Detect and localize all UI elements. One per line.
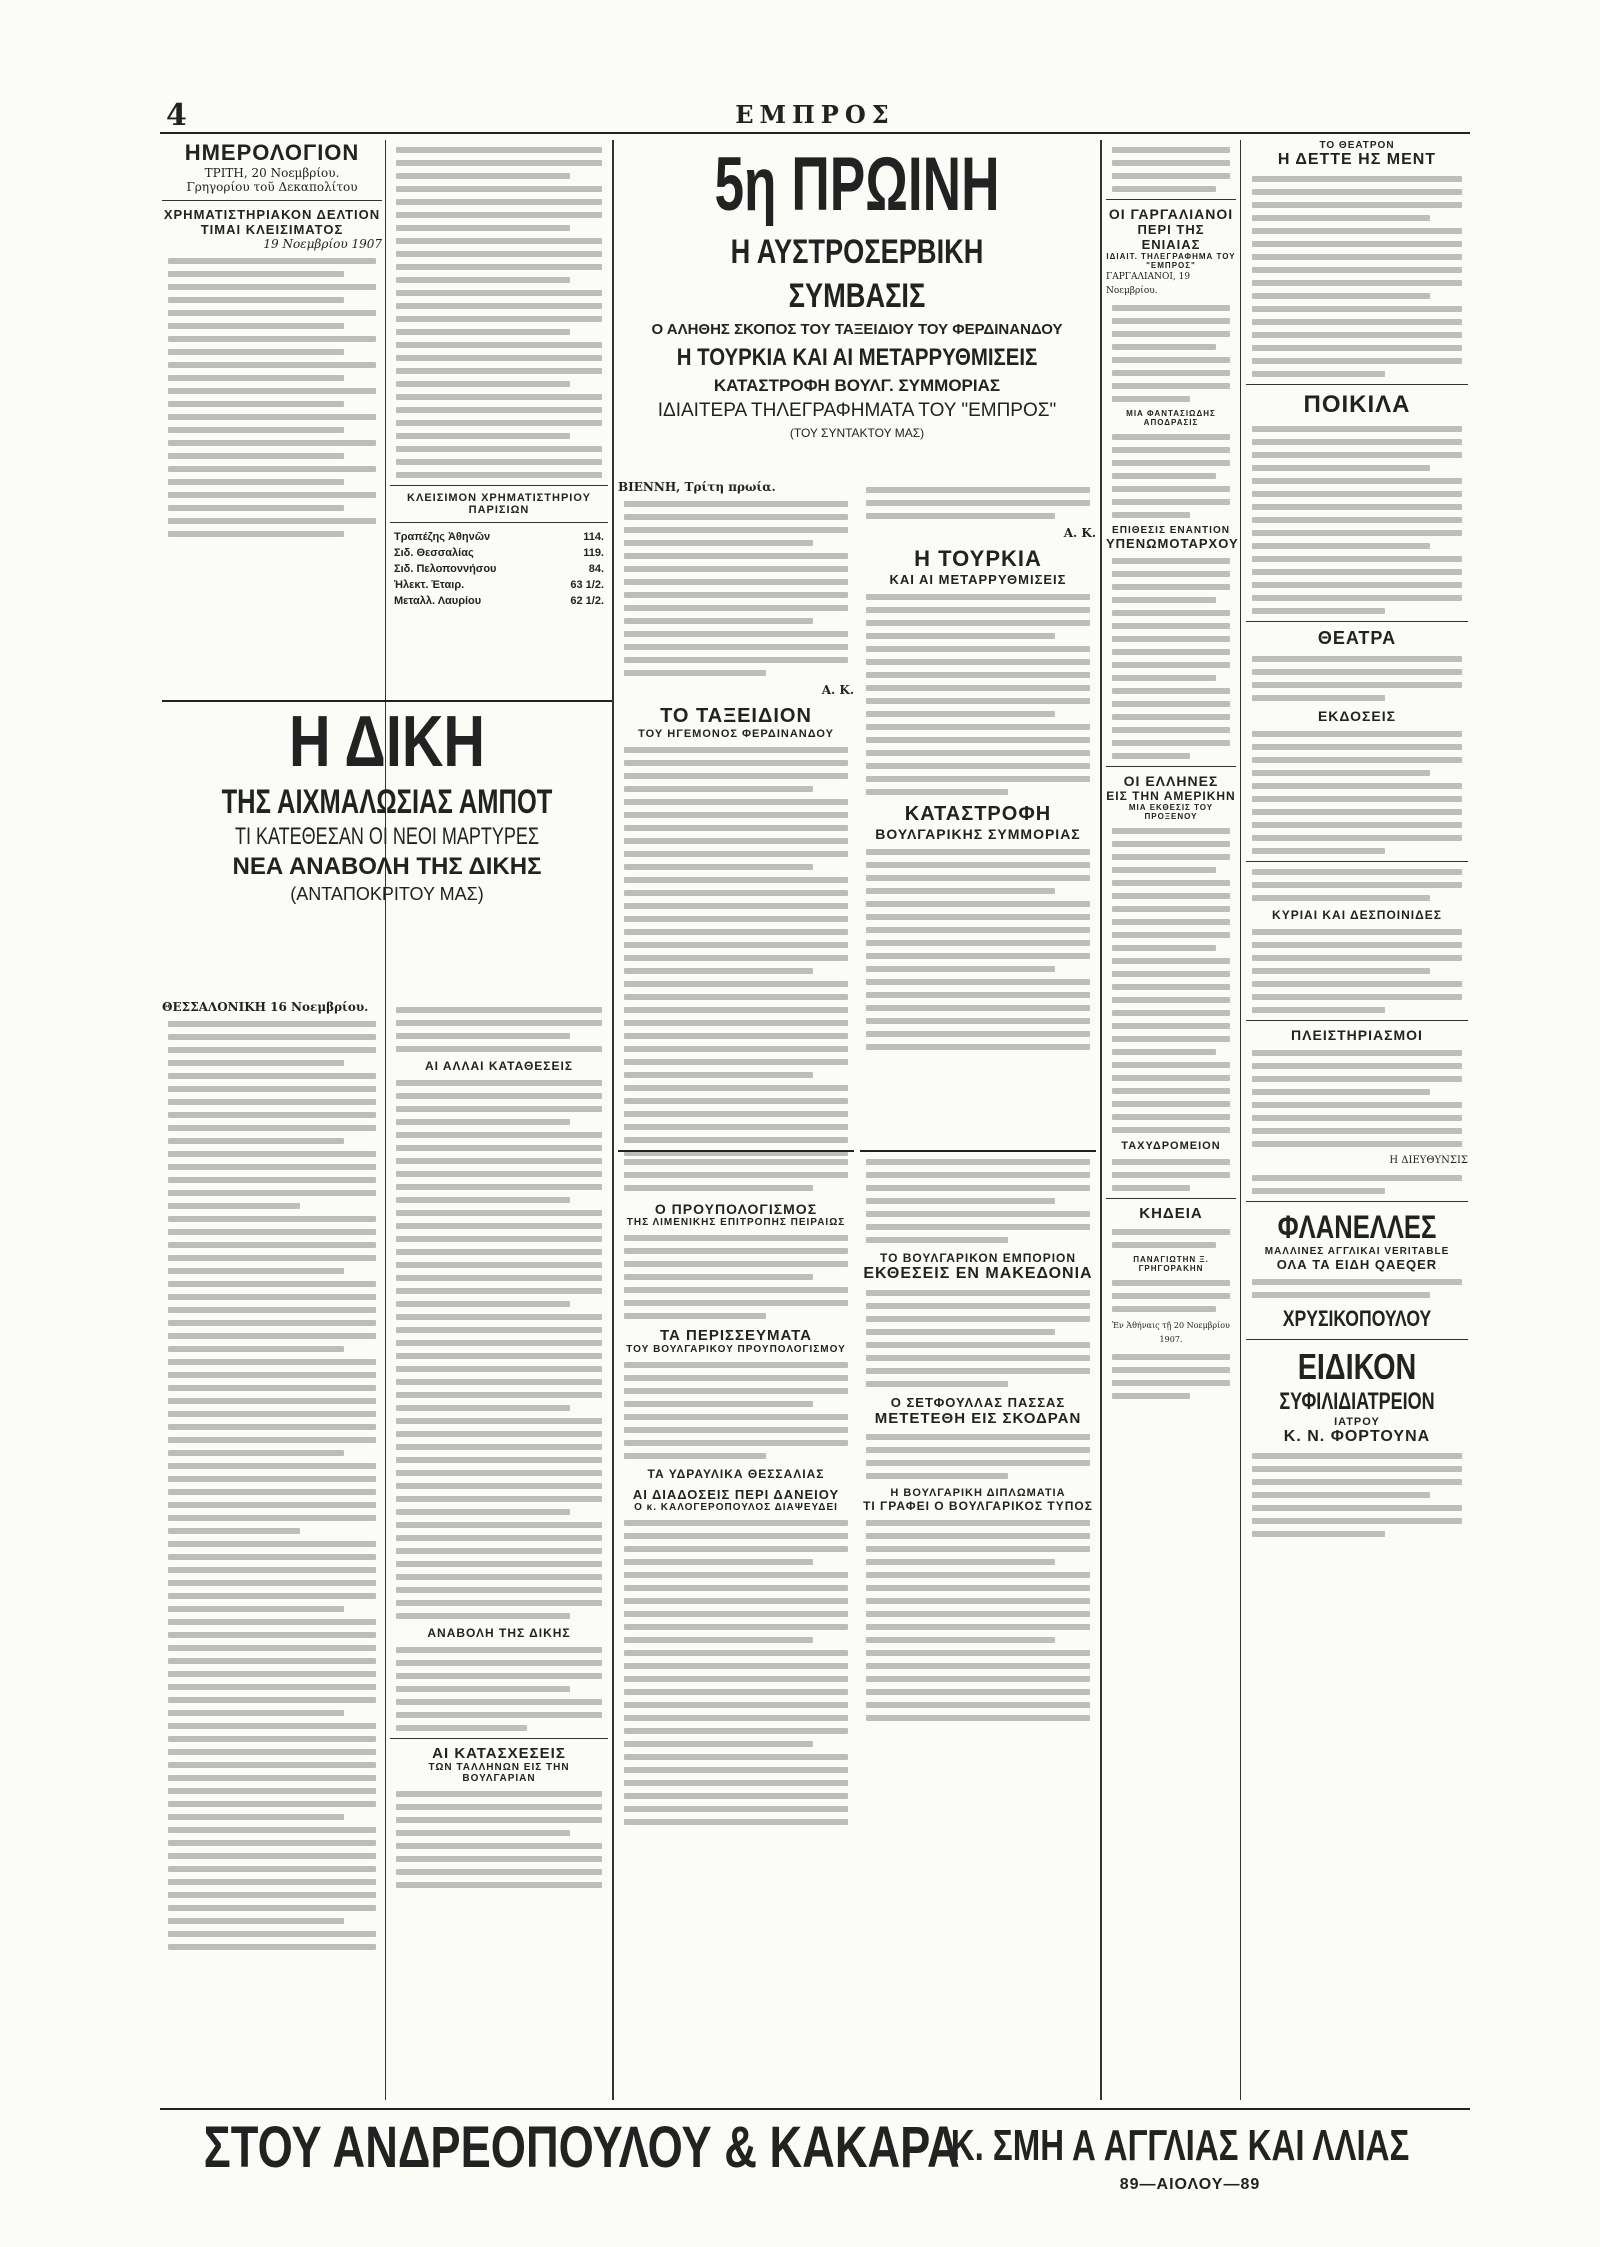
footer-ad-left: ΣΤΟΥ ΑΝΔΡΕΟΠΟΥΛΟΥ & ΚΑΚΑΡΑ bbox=[203, 2115, 960, 2180]
budget-subtitle: ΤΗΣ ΛΙΜΕΝΙΚΗΣ ΕΠΙΤΡΟΠΗΣ ΠΕΙΡΑΙΩΣ bbox=[626, 1217, 846, 1228]
attack-subtitle: ΥΠΕΝΩΜΟΤΑΡΧΟΥ bbox=[1106, 536, 1239, 551]
ad-clinic-subtitle: ΣΥΦΙΛΙΔΙΑΤΡΕΙΟΝ bbox=[1279, 1388, 1435, 1415]
time-headline: 5η ΠΡΩΙΝΗ bbox=[714, 142, 1000, 227]
calendar-line: Γρηγορίου τοῦ Δεκαπολίτου bbox=[186, 180, 358, 194]
column-1 bbox=[162, 140, 382, 544]
ladies-title: ΚΥΡΙΑΙ ΚΑΙ ΔΕΣΠΟΙΝΙΔΕΣ bbox=[1272, 908, 1442, 922]
theatre-header: ΤΟ ΘΕΑΤΡΟΝ bbox=[1319, 140, 1395, 151]
rumors-title: ΑΙ ΔΙΑΔΟΣΕΙΣ ΠΕΡΙ ΔΑΝΕΙΟΥ bbox=[632, 1487, 840, 1502]
market-row bbox=[390, 561, 608, 577]
market-row bbox=[390, 545, 608, 561]
market-row-name: Σιδ. Πελοποννήσου bbox=[394, 563, 497, 575]
market-row bbox=[390, 593, 608, 609]
diplomacy-title: Η ΒΟΥΛΓΑΡΙΚΗ ΔΙΠΛΩΜΑΤΙΑ bbox=[890, 1487, 1066, 1499]
greeks-title: ΟΙ ΕΛΛΗΝΕΣ bbox=[1123, 773, 1219, 789]
surplus-subtitle: ΤΟΥ ΒΟΥΛΓΑΡΙΚΟΥ ΠΡΟΥΠΟΛΟΓΙΣΜΟΥ bbox=[626, 1344, 846, 1355]
ghost-title: ΜΙΑ ΦΑΝΤΑΣΙΩΔΗΣ ΑΠΟΔΡΑΣΙΣ bbox=[1126, 409, 1216, 427]
column-2-lower bbox=[390, 1000, 608, 1895]
page-number: 4 bbox=[166, 98, 187, 133]
main-byline: (ΤΟΥ ΣΥΝΤΑΚΤΟΥ ΜΑΣ) bbox=[789, 426, 925, 440]
market-row-name: Ἠλεκτ. Ἑταιρ. bbox=[394, 579, 465, 591]
ad-flannels-title: ΦΛΑΝΕΛΛΕΣ bbox=[1277, 1209, 1437, 1245]
market-row-value: 114. bbox=[583, 531, 604, 543]
calendar-title: ΗΜΕΡΟΛΟΓΙΟΝ bbox=[184, 140, 360, 165]
market-title: ΚΛΕΙΣΙΜΟΝ ΧΡΗΜΑΤΙΣΤΗΡΙΟΥ ΠΑΡΙΣΙΩΝ bbox=[407, 492, 591, 516]
main-subtitle: Ο ΑΛΗΘΗΣ ΣΚΟΠΟΣ ΤΟΥ ΤΑΞΕΙΔΙΟΥ ΤΟΥ ΦΕΡΔΙΝΑΝΔΟΥ bbox=[651, 321, 1063, 338]
masthead bbox=[160, 96, 1470, 134]
signoff: Α. Κ. bbox=[1063, 526, 1096, 540]
surplus-title: ΤΑ ΠΕΡΙΣΣΕΥΜΑΤΑ bbox=[659, 1327, 813, 1344]
dateline: ΒΙΕΝΝΗ, Τρίτη πρωία. bbox=[618, 480, 776, 494]
market-row-value: 63 1/2. bbox=[570, 579, 604, 591]
attack-title: ΕΠΙΘΕΣΙΣ ΕΝΑΝΤΙΟΝ bbox=[1112, 525, 1230, 536]
diplomacy-subtitle: ΤΙ ΓΡΑΦΕΙ Ο ΒΟΥΛΓΑΡΙΚΟΣ ΤΥΠΟΣ bbox=[863, 1499, 1093, 1513]
trial-article bbox=[162, 700, 612, 906]
column-rule bbox=[1100, 140, 1102, 2100]
market-row-name: Σιδ. Θεσσαλίας bbox=[394, 547, 474, 559]
arrests-subtitle: ΤΩΝ ΤΑΛΛΗΝΩΝ ΕΙΣ ΤΗΝ ΒΟΥΛΓΑΡΙΑΝ bbox=[428, 1762, 570, 1784]
editions-title: ΕΚΔΟΣΕΙΣ bbox=[1317, 708, 1397, 724]
trial-subtitle: ΤΗΣ ΑΙΧΜΑΛΩΣΙΑΣ ΑΜΠΟΤ bbox=[221, 783, 553, 821]
budget-title: Ο ΠΡΟΥΠΟΛΟΓΙΣΜΟΣ bbox=[654, 1201, 818, 1217]
funeral-title: ΚΗΔΕΙΑ bbox=[1139, 1205, 1203, 1222]
misc-title: ΠΟΙΚΙΛΑ bbox=[1303, 391, 1411, 418]
funeral-date: Ἐν Ἀθήναις τῇ 20 Νοεμβρίου 1907. bbox=[1112, 1321, 1230, 1344]
theatres-title: ΘΕΑΤΡΑ bbox=[1317, 628, 1397, 648]
travel-title: ΤΟ ΤΑΞΕΙΔΙΟΝ bbox=[660, 705, 812, 727]
stock-subtitle: ΤΙΜΑΙ ΚΛΕΙΣΙΜΑΤΟΣ bbox=[200, 222, 344, 237]
ad-flannels-subtitle: ΜΑΛΛΙΝΕΣ ΑΓΓΛΙΚΑΙ VERITABLE bbox=[1264, 1246, 1450, 1257]
center-column bbox=[618, 140, 1096, 442]
theatre-title: Η ΔΕΤΤΕ ΗΣ ΜΕΝΤ bbox=[1277, 151, 1437, 168]
trial-title: Η ΔΙΚΗ bbox=[288, 702, 486, 782]
calendar-line: ΤΡΙΤΗ, 20 Νοεμβρίου. bbox=[204, 166, 340, 180]
main-subtitle: ΚΑΤΑΣΤΡΟΦΗ ΒΟΥΛΓ. ΣΥΜΜΟΡΙΑΣ bbox=[713, 376, 1001, 395]
ad-clinic-subtitle-2: ΙΑΤΡΟΥ bbox=[1334, 1416, 1380, 1428]
pasha-title: Ο ΣΕΤΦΟΥΛΛΑΣ ΠΑΣΣΑΣ bbox=[890, 1395, 1066, 1410]
column-rule bbox=[385, 140, 386, 2100]
center-col-b bbox=[860, 480, 1096, 1057]
thessaly-title: ΤΑ ΥΔΡΑΥΛΙΚΑ ΘΕΣΣΑΛΙΑΣ bbox=[647, 1467, 825, 1481]
disaster-title: ΚΑΤΑΣΤΡΟΦΗ bbox=[904, 803, 1052, 825]
trial-body bbox=[162, 1000, 382, 1957]
market-row-name: Μεταλλ. Λαυρίου bbox=[394, 595, 482, 607]
paper-name: ΕΜΠΡΟΣ bbox=[735, 100, 895, 129]
center-lower-b bbox=[860, 1150, 1096, 1728]
turkey-subtitle: ΚΑΙ ΑΙ ΜΕΤΑΡΡΥΘΜΙΣΕΙΣ bbox=[889, 572, 1067, 587]
gargaliani-subtitle: ΠΕΡΙ ΤΗΣ ΕΝΙΑΙΑΣ bbox=[1137, 222, 1205, 252]
market-row-value: 119. bbox=[583, 547, 604, 559]
market-row bbox=[390, 577, 608, 593]
column-4 bbox=[1106, 140, 1239, 1406]
center-col-a bbox=[618, 480, 854, 1163]
turkey-title: Η ΤΟΥΡΚΙΑ bbox=[914, 546, 1042, 571]
gargaliani-subtitle-2: ΙΔΙΑΙΤ. ΤΗΛΕΓΡΑΦΗΜΑ ΤΟΥ "ΕΜΠΡΟΣ" bbox=[1106, 252, 1236, 270]
market-row-name: Τραπέζης Ἀθηνῶν bbox=[394, 531, 491, 543]
footer-ad-right: Κ. ΣΜΗ Α ΑΓΓΛΙΑΣ ΚΑΙ ΛΛΙΑΣ bbox=[950, 2121, 1410, 2170]
main-headline: Η ΑΥΣΤΡΟΣΕΡΒΙΚΗ ΣΥΜΒΑΣΙΣ bbox=[730, 233, 984, 315]
main-subtitle: Η ΤΟΥΡΚΙΑ ΚΑΙ ΑΙ ΜΕΤΑΡΡΥΘΜΙΣΕΙΣ bbox=[676, 344, 1038, 371]
trade-title: ΤΟ ΒΟΥΛΓΑΡΙΚΟΝ ΕΜΠΟΡΙΟΝ bbox=[879, 1251, 1077, 1265]
column-rule bbox=[612, 140, 614, 2100]
column-2 bbox=[390, 140, 608, 609]
disaster-subtitle: ΒΟΥΛΓΑΡΙΚΗΣ ΣΥΜΜΟΡΙΑΣ bbox=[875, 826, 1081, 842]
signoff: Α. Κ. bbox=[821, 683, 854, 697]
auction-signoff: Η ΔΙΕΥΘΥΝΣΙΣ bbox=[1389, 1155, 1468, 1166]
trial-subtitle: ΤΙ ΚΑΤΕΘΕΣΑΝ ΟΙ ΝΕΟΙ ΜΑΡΤΥΡΕΣ bbox=[235, 823, 539, 850]
pasha-subtitle: ΜΕΤΕΤΕΘΗ ΕΙΣ ΣΚΟΔΡΑΝ bbox=[874, 1410, 1082, 1427]
main-subtitle: ΙΔΙΑΙΤΕΡΑ ΤΗΛΕΓΡΑΦΗΜΑΤΑ ΤΟΥ "ΕΜΠΡΟΣ" bbox=[657, 400, 1057, 421]
trade-subtitle: ΕΚΘΕΣΕΙΣ ΕΝ ΜΑΚΕΔΟΝΙΑ bbox=[863, 1265, 1093, 1282]
greeks-subtitle: ΕΙΣ ΤΗΝ ΑΜΕΡΙΚΗΝ bbox=[1106, 789, 1236, 803]
ad-jewelry-name: ΧΡΥΣΙΚΟΠΟΥΛΟΥ bbox=[1282, 1306, 1432, 1331]
postponed-title: ΑΝΑΒΟΛΗ ΤΗΣ ΔΙΚΗΣ bbox=[427, 1626, 571, 1640]
gargaliani-dateline: ΓΑΡΓΑΛΙΑΝΟΙ, 19 Νοεμβρίου. bbox=[1106, 272, 1191, 296]
funeral-name: ΠΑΝΑΓΙΩΤΗΝ Ξ. ΓΡΗΓΟΡΑΚΗΝ bbox=[1133, 1255, 1209, 1273]
trial-dateline: ΘΕΣΣΑΛΟΝΙΚΗ 16 Νοεμβρίου. bbox=[162, 1000, 369, 1014]
auction-title: ΠΛΕΙΣΤΗΡΙΑΣΜΟΙ bbox=[1291, 1027, 1423, 1043]
stock-date: 19 Νοεμβρίου 1907 bbox=[263, 237, 382, 251]
ad-clinic-title: ΕΙΔΙΚΟΝ bbox=[1297, 1346, 1417, 1387]
ad-flannels-subtitle-2: ΟΛΑ ΤΑ ΕΙΔΗ QAEQER bbox=[1276, 1257, 1438, 1272]
others-title: ΑΙ ΑΛΛΑΙ ΚΑΤΑΘΕΣΕΙΣ bbox=[424, 1059, 574, 1073]
arrests-title: ΑΙ ΚΑΤΑΣΧΕΣΕΙΣ bbox=[432, 1745, 566, 1762]
greeks-subtitle-2: ΜΙΑ ΕΚΘΕΣΙΣ ΤΟΥ ΠΡΟΞΕΝΟΥ bbox=[1128, 803, 1214, 821]
rumors-subtitle: Ο κ. ΚΑΛΟΓΕΡΟΠΟΥΛΟΣ ΔΙΑΨΕΥΔΕΙ bbox=[634, 1502, 838, 1513]
ad-clinic-doctor: Κ. Ν. ΦΟΡΤΟΥΝΑ bbox=[1283, 1428, 1431, 1445]
column-5 bbox=[1246, 140, 1468, 1544]
travel-subtitle: ΤΟΥ ΗΓΕΜΟΝΟΣ ΦΕΡΔΙΝΑΝΔΟΥ bbox=[638, 728, 834, 740]
footer-advertisement bbox=[160, 2108, 1470, 2205]
trial-subtitle: ΝΕΑ ΑΝΑΒΟΛΗ ΤΗΣ ΔΙΚΗΣ bbox=[232, 853, 542, 880]
market-row-value: 84. bbox=[588, 563, 604, 575]
market-row bbox=[390, 529, 608, 545]
stock-table bbox=[162, 258, 382, 537]
stock-title: ΧΡΗΜΑΤΙΣΤΗΡΙΑΚΟΝ ΔΕΛΤΙΟΝ bbox=[163, 207, 381, 222]
column-rule bbox=[1240, 140, 1241, 2100]
footer-ad-address: 89—ΑΙΟΛΟΥ—89 bbox=[1119, 2176, 1261, 2193]
post-title: ΤΑΧΥΔΡΟΜΕΙΟΝ bbox=[1121, 1140, 1221, 1152]
market-row-value: 62 1/2. bbox=[570, 595, 604, 607]
market-table bbox=[390, 529, 608, 609]
trial-byline: (ΑΝΤΑΠΟΚΡΙΤΟΥ ΜΑΣ) bbox=[290, 884, 484, 904]
center-lower-a bbox=[618, 1150, 854, 1832]
gargaliani-title: ΟΙ ΓΑΡΓΑΛΙΑΝΟΙ bbox=[1108, 206, 1234, 222]
